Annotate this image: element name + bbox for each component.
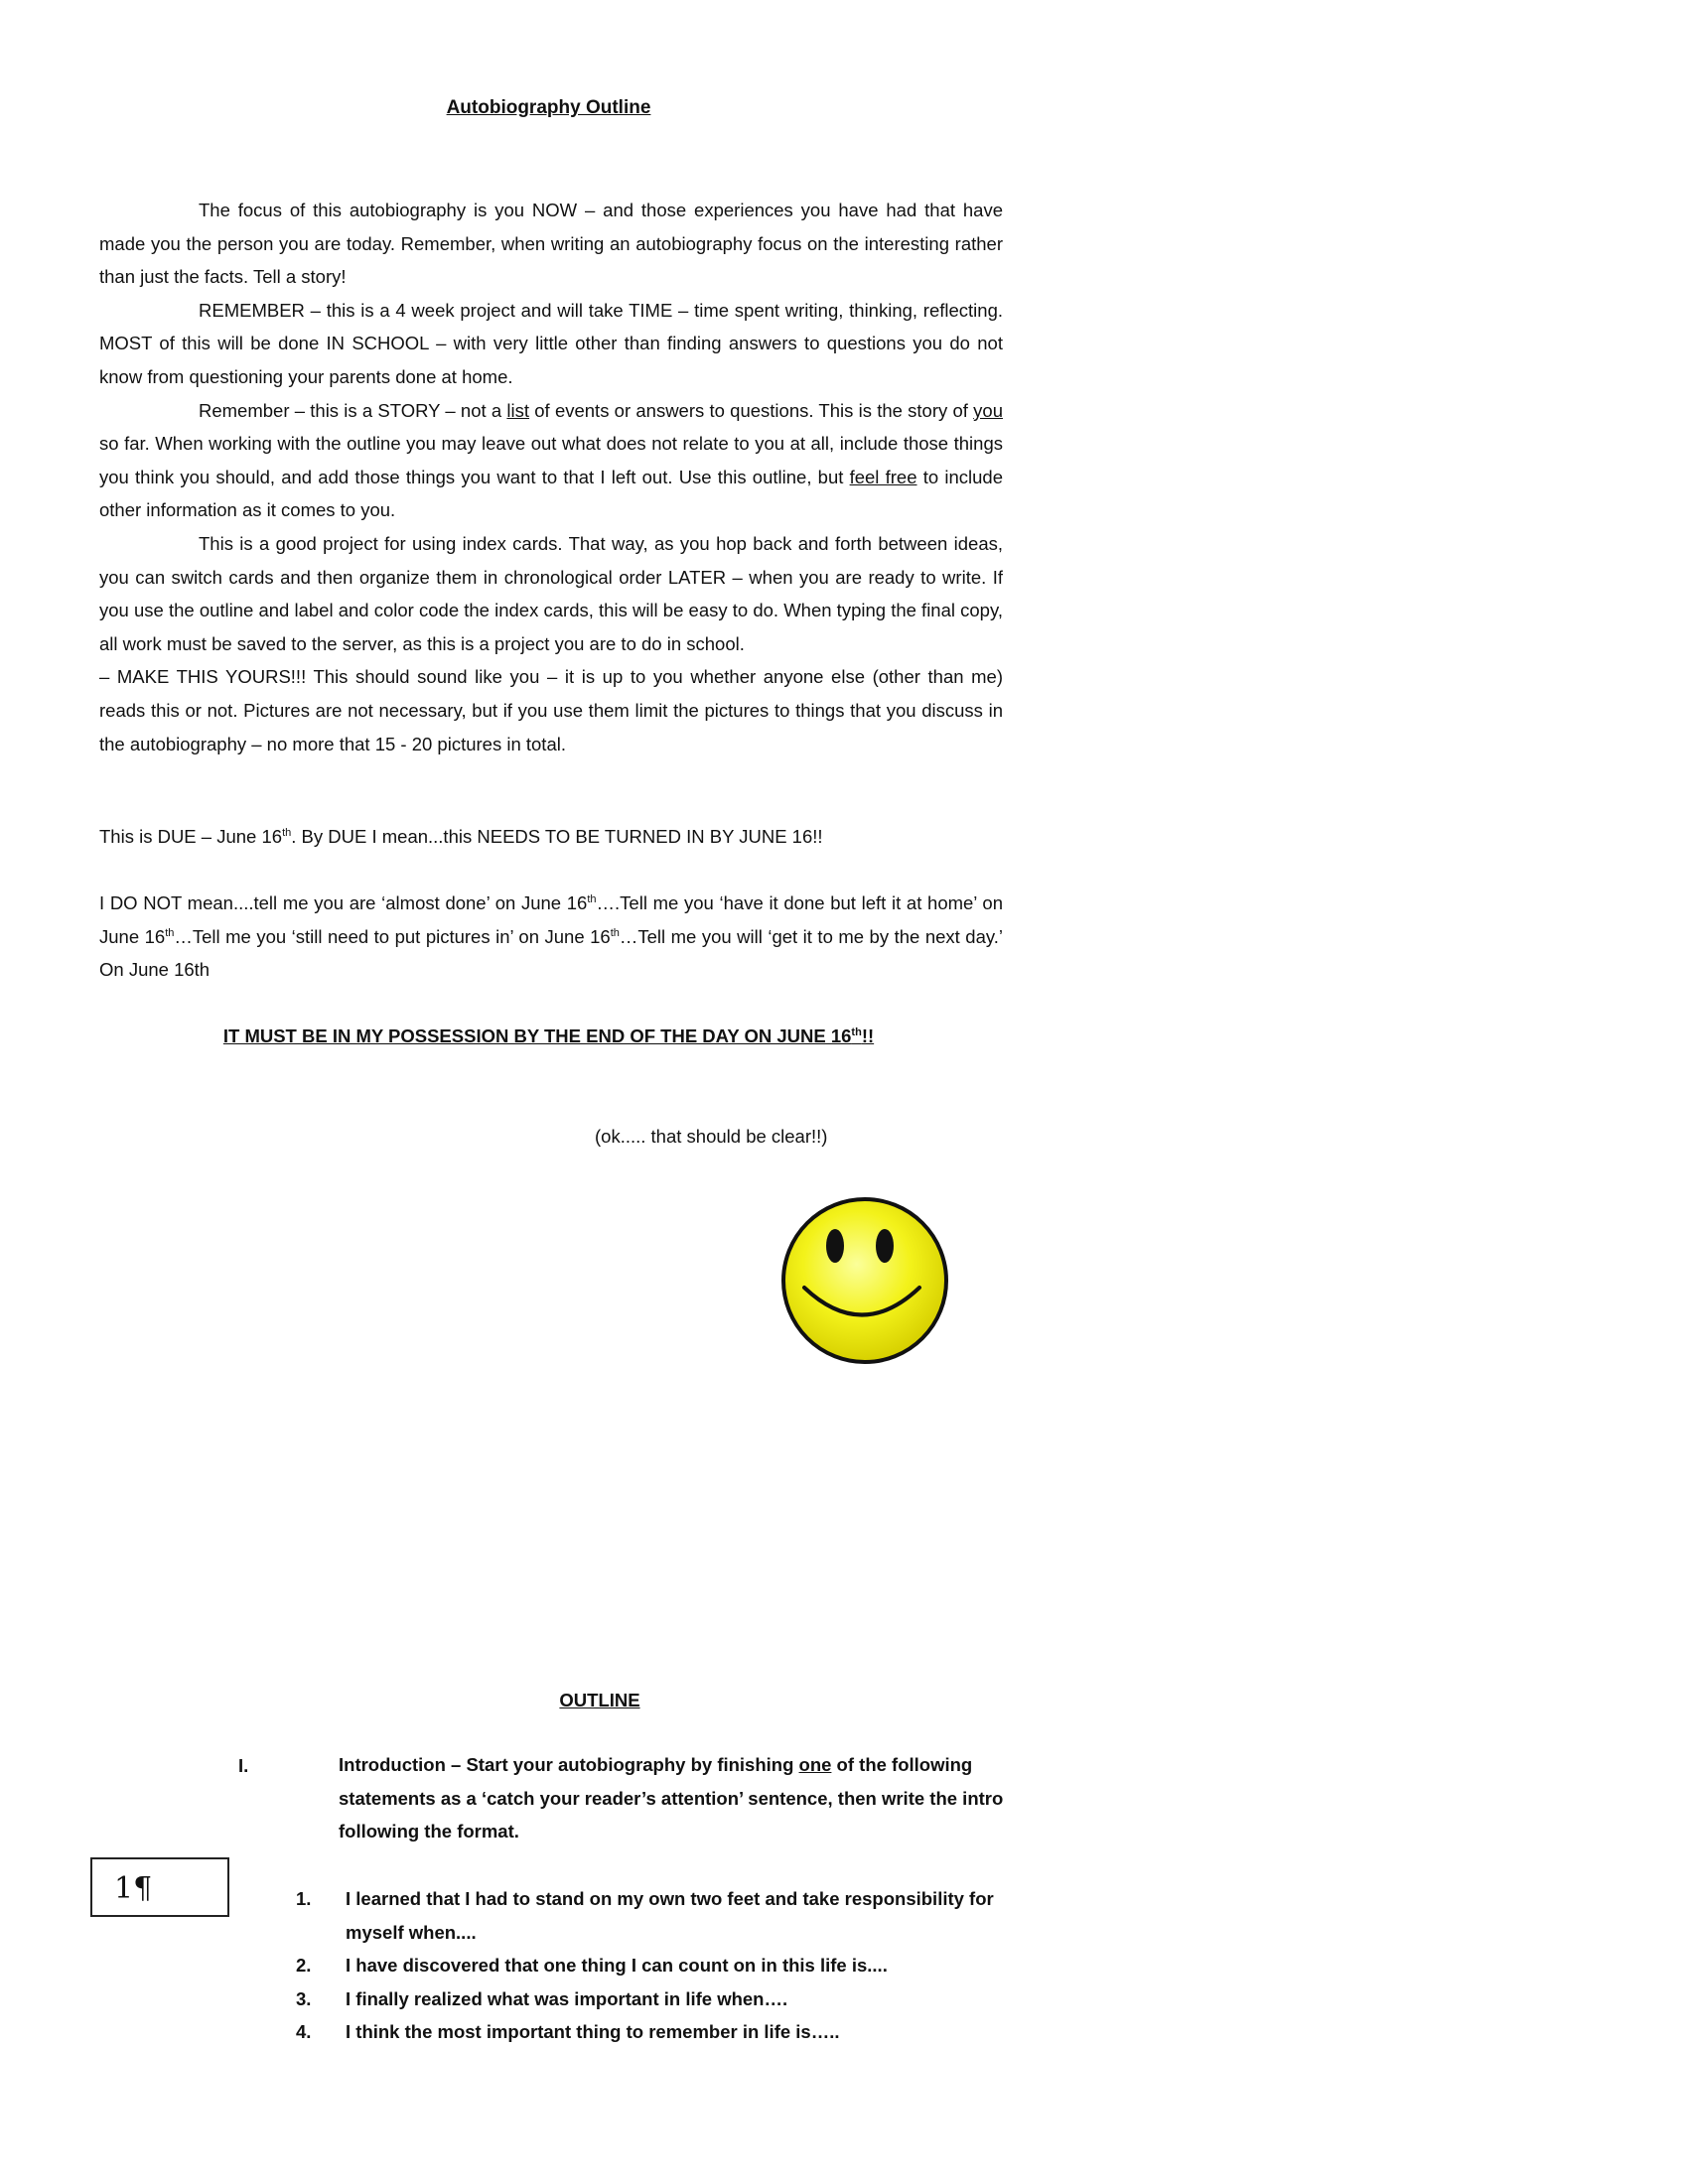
text-run: ….Tell me you ‘have it done but left it at home’ on June 16 [99,892,1003,947]
superscript: th [587,892,597,905]
page-title: Autobiography Outline [446,97,651,118]
text-run: !! [861,1025,875,1046]
intro-paragraph-4: This is a good project for using index cards. That way, as you hop back and forth between ideas, you can switch cards and then organize them in chronological order LATER – when you are ready to write. If you use the outline and label and color code the index cards, this will be easy to do. When typing the final copy, all work must be saved to the server, as this is a project you are to do in school. [99,532,1003,654]
text-run: Introduction – Start your autobiography by finishing [339,1754,799,1775]
text-run: …Tell me you ‘still need to put pictures in’ on June 16 [174,925,611,947]
statement-list [296,1882,1011,2049]
outline-heading: OUTLINE [559,1690,640,1710]
smiley-face-icon [773,1188,957,1373]
item-text: I have discovered that one thing I can count on in this life is.... [346,1955,888,1977]
list-item [296,1882,1011,1949]
intro-paragraph-2: REMEMBER – this is a 4 week project and will take TIME – time spent writing, thinking, reflecting. MOST of this will be done IN SCHOOL – with very little other than finding answers to questions you do not know from questioning your parents done at home. [99,299,1003,387]
underlined-word: list [506,399,530,421]
outline-section-intro [339,1748,1004,1848]
underlined-word: one [798,1754,832,1775]
text-run: of events or answers to questions. This is the story of [529,399,974,421]
item-number: 2. [296,1955,312,1977]
text-run: so far. When working with the outline you may leave out what does not relate to you at all, include those things you think you should, and add those things you want to that I left out. Use this outline, but [99,433,1003,487]
item-number: 4. [296,2021,312,2043]
ok-note: (ok..... that should be clear!!) [595,1126,828,1147]
page-number-box: 1¶ [90,1857,229,1917]
due-date-line [99,820,1003,854]
item-number: 3. [296,1987,312,2009]
section-numeral: I. [238,1755,249,1776]
text-run: …Tell me you will ‘get it to me by the next day.’ On June 16th [99,925,1003,981]
intro-paragraph-5: – MAKE THIS YOURS!!! This should sound like you – it is up to you whether anyone else (other than me) reads this or not. Pictures are not necessary, but if you use them limit the pictures to things that you discuss in the autobiography – no more that 15 - 20 pictures in total. [99,666,1003,754]
text-run: I DO NOT mean....tell me you are ‘almost done’ on June 16 [99,892,588,913]
text-run: This is DUE – June 16 [99,826,283,847]
superscript: th [165,926,175,939]
superscript: th [851,1025,862,1038]
item-text: I finally realized what was important in life when…. [346,1987,788,2009]
superscript: th [282,826,292,839]
list-item [296,1949,1011,1982]
superscript: th [610,926,620,939]
intro-paragraph-3 [99,394,1003,527]
text-run: IT MUST BE IN MY POSSESSION BY THE END OF THE DAY ON JUNE 16 [222,1025,852,1046]
underlined-word: you [973,399,1003,421]
text-run: to include other information as it comes to you. [99,466,1003,521]
intro-body [99,194,1003,760]
item-text: I think the most important thing to remember in life is….. [346,2021,840,2043]
text-run: . By DUE I mean...this NEEDS TO BE TURNED IN BY JUNE 16!! [291,826,823,847]
item-number: 1. [296,1888,312,1909]
text-run: of the following statements as a ‘catch your reader’s attention’ sentence, then write the intro following the format. [339,1754,1004,1843]
not-mean-paragraph [99,887,1003,987]
possession-warning [0,1025,1097,1047]
text-run: Remember – this is a STORY – not a [199,399,507,421]
list-item [296,1982,1011,2016]
underlined-word: feel free [849,466,917,487]
intro-paragraph-1: The focus of this autobiography is you NOW – and those experiences you have had that have made you the person you are today. Remember, when writing an autobiography focus on the interesting rather than just the facts. Tell a story! [99,200,1003,288]
list-item [296,2015,1011,2049]
item-text: I learned that I had to stand on my own two feet and take responsibility for myself when.... [346,1888,994,1943]
